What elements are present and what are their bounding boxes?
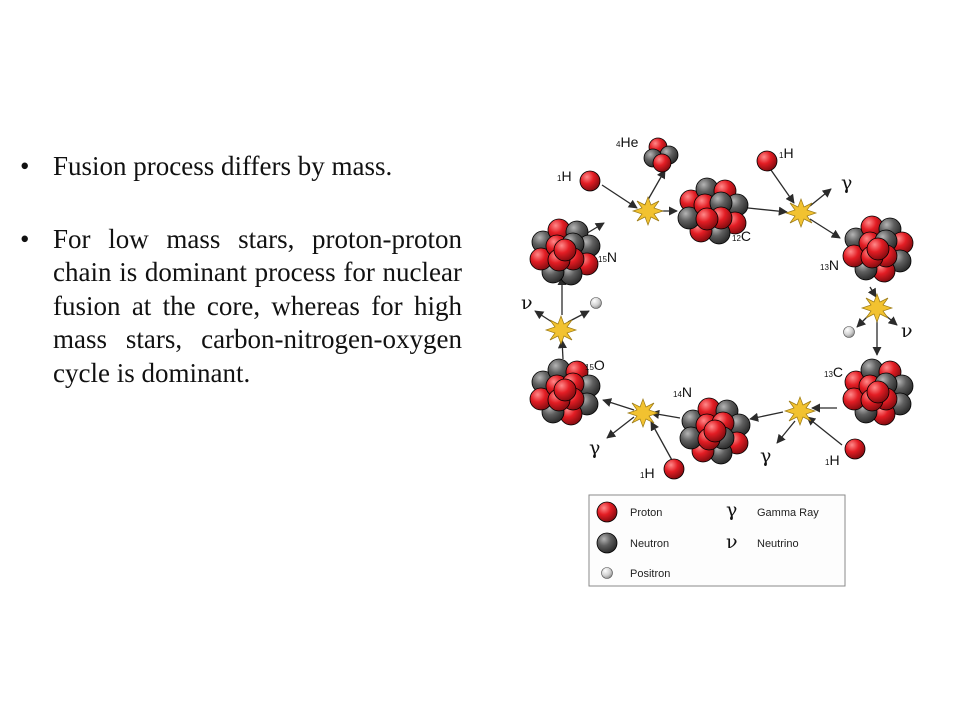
legend-gamma-symbol: γ xyxy=(726,499,738,521)
gamma-label: γ xyxy=(589,437,601,459)
helium-label: 4He xyxy=(616,134,639,150)
hydrogen-label: 1H xyxy=(779,145,794,161)
proton-particle xyxy=(580,171,600,191)
reaction-flash xyxy=(786,199,816,227)
reaction-flash xyxy=(633,197,663,225)
reaction-flash xyxy=(862,294,892,322)
cno-cycle-diagram xyxy=(505,125,925,595)
reaction-flash xyxy=(546,316,576,344)
nucleus-n13 xyxy=(843,216,913,282)
neutrino-label: ν xyxy=(521,292,533,314)
nucleus-label-n14: 14N xyxy=(673,384,693,400)
legend-positron-swatch xyxy=(602,568,613,579)
nucleus-label-c12: 12C xyxy=(732,228,752,244)
positron-particle xyxy=(591,298,602,309)
nucleus-c13 xyxy=(843,359,913,425)
nucleus-n14 xyxy=(680,398,750,464)
bullet-list xyxy=(20,150,462,390)
bullet-item xyxy=(20,223,462,391)
legend-proton-swatch xyxy=(597,502,617,522)
legend-neutrino-symbol: ν xyxy=(726,531,738,553)
legend-neutron-label: Neutron xyxy=(630,538,670,550)
legend-gamma-label: Gamma Ray xyxy=(757,507,819,519)
gamma-label: γ xyxy=(841,172,853,194)
hydrogen-label: 1H xyxy=(825,452,840,468)
reaction-flash xyxy=(785,397,815,425)
reaction-flash xyxy=(628,399,658,427)
legend-neutrino-label: Neutrino xyxy=(757,538,799,550)
neutrino-label: ν xyxy=(901,320,913,342)
helium-nucleus xyxy=(644,138,678,172)
proton-particle xyxy=(845,439,865,459)
proton-particle xyxy=(757,151,777,171)
hydrogen-label: 1H xyxy=(557,168,572,184)
positron-particle xyxy=(844,327,855,338)
hydrogen-label: 1H xyxy=(640,465,655,481)
nucleus-label-n13: 13N xyxy=(820,257,840,273)
bullet-item xyxy=(20,150,462,184)
nucleus-label-c13: 13C xyxy=(824,364,844,380)
bullet-text: For low mass stars, proton-proton chain is dominant process for nuclear fusion at the core, whereas for high mass stars, carbon-nitrogen-oxygen cycle is dominant. xyxy=(53,223,462,388)
gamma-label: γ xyxy=(760,445,772,467)
legend-positron-label: Positron xyxy=(630,568,671,580)
legend-proton-label: Proton xyxy=(630,507,663,519)
legend xyxy=(589,495,845,586)
nucleus-label-n15: 15N xyxy=(598,249,618,265)
legend-neutron-swatch xyxy=(597,533,617,553)
bullet-text: Fusion process differs by mass. xyxy=(53,151,393,181)
nucleus-n15 xyxy=(530,219,600,285)
nucleus-label-o15: 15O xyxy=(585,357,605,373)
proton-particle xyxy=(664,459,684,479)
